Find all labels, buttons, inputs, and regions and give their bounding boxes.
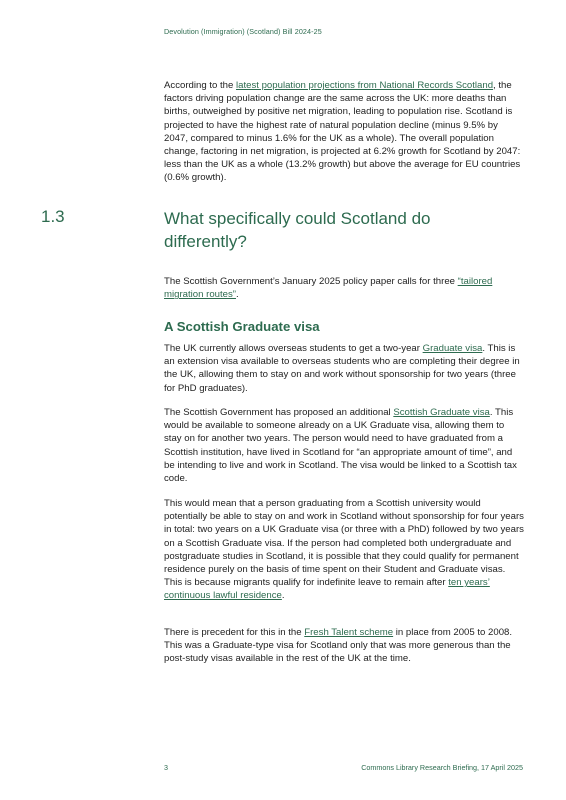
graduate-visa-paragraph (164, 342, 524, 395)
p2-text: The Scottish Government has proposed an additional (164, 407, 394, 418)
subheading: A Scottish Graduate visa (164, 319, 320, 334)
scottish-graduate-visa-link[interactable]: Scottish Graduate visa (393, 407, 490, 418)
fresh-talent-link[interactable]: Fresh Talent scheme (304, 627, 394, 638)
section-title: What specifically could Scotland do differently? (164, 209, 431, 251)
graduate-visa-link[interactable]: Graduate visa (422, 343, 483, 354)
scottish-graduate-visa-paragraph (164, 406, 524, 485)
tailored-routes-link[interactable]: “tailored migration routes” (164, 276, 493, 301)
p3-rest: . (281, 590, 285, 602)
p4-rest: in place from 2005 to 2008. This was a Graduate-type visa for Scotland only that was more generous than the post-study visas available in the rest of the UK at the time. (164, 627, 513, 665)
intro-prefix: According to the (164, 80, 236, 91)
p1-text: The UK currently allows overseas students to get a two-year (164, 343, 423, 354)
population-projections-link[interactable]: latest population projections from National Records Scotland (236, 80, 494, 91)
intro-paragraph (164, 79, 524, 185)
p3-text: This would mean that a person graduating from a Scottish university would potentially be able to stay on and work in Scotland without sponsorship for four years in total: two years on a UK Graduate visa (or three with a PhD) followed by two years on a Scottish Graduate visa. If the person had completed both undergraduate and postgraduate studies in Scotland, it is possible that they could qualify for permanent residence purely on the basis of time spent on their Student and Graduate visas. This is because migrants qualify for indefinite leave to remain after (164, 498, 524, 589)
fresh-talent-paragraph (164, 626, 524, 666)
running-header: Devolution (Immigration) (Scotland) Bill 2024-25 (164, 27, 322, 36)
p2-rest: . This would be available to someone already on a UK Graduate visa, allowing them to stay on for another two years. The person would need to have graduated from a Scottish institution, have lived in Scotland for “an appropriate amount of time”, and be intending to live and work in Scotland. The visa would be linked to a Scottish tax code. (164, 407, 517, 485)
policy-suffix: . (235, 289, 239, 301)
page-number: 3 (164, 763, 168, 772)
section-number: 1.3 (41, 207, 65, 226)
p1-rest: . This is an extension visa available to overseas students who are completing their degree in the UK, allowing them to stay on and work without sponsorship for two years (three for PhD graduates). (164, 343, 520, 394)
footer-briefing: Commons Library Research Briefing, 17 April 2025 (361, 763, 523, 772)
policy-paragraph (164, 275, 524, 301)
p4-text: There is precedent for this in the (164, 627, 305, 638)
intro-text: , the factors driving population change are the same across the UK: more deaths than births, outweighed by positive net migration, leading to population rise. Scotland is projected to have the highest rate of natural population decline (minus 9.5% by 2047, compared to minus 1.6% for the UK as a whole). The overall population change, factoring in net migration, is projected at 6.2% growth for Scotland by 2047: less than the UK as a whole (13.2% growth) but above the average for EU countries (0.6% growth). (164, 80, 521, 184)
four-years-paragraph (164, 497, 524, 603)
policy-text: The Scottish Government’s January 2025 policy paper calls for three (164, 276, 458, 287)
lawful-residence-link[interactable]: ten years’ continuous lawful residence (164, 577, 490, 602)
